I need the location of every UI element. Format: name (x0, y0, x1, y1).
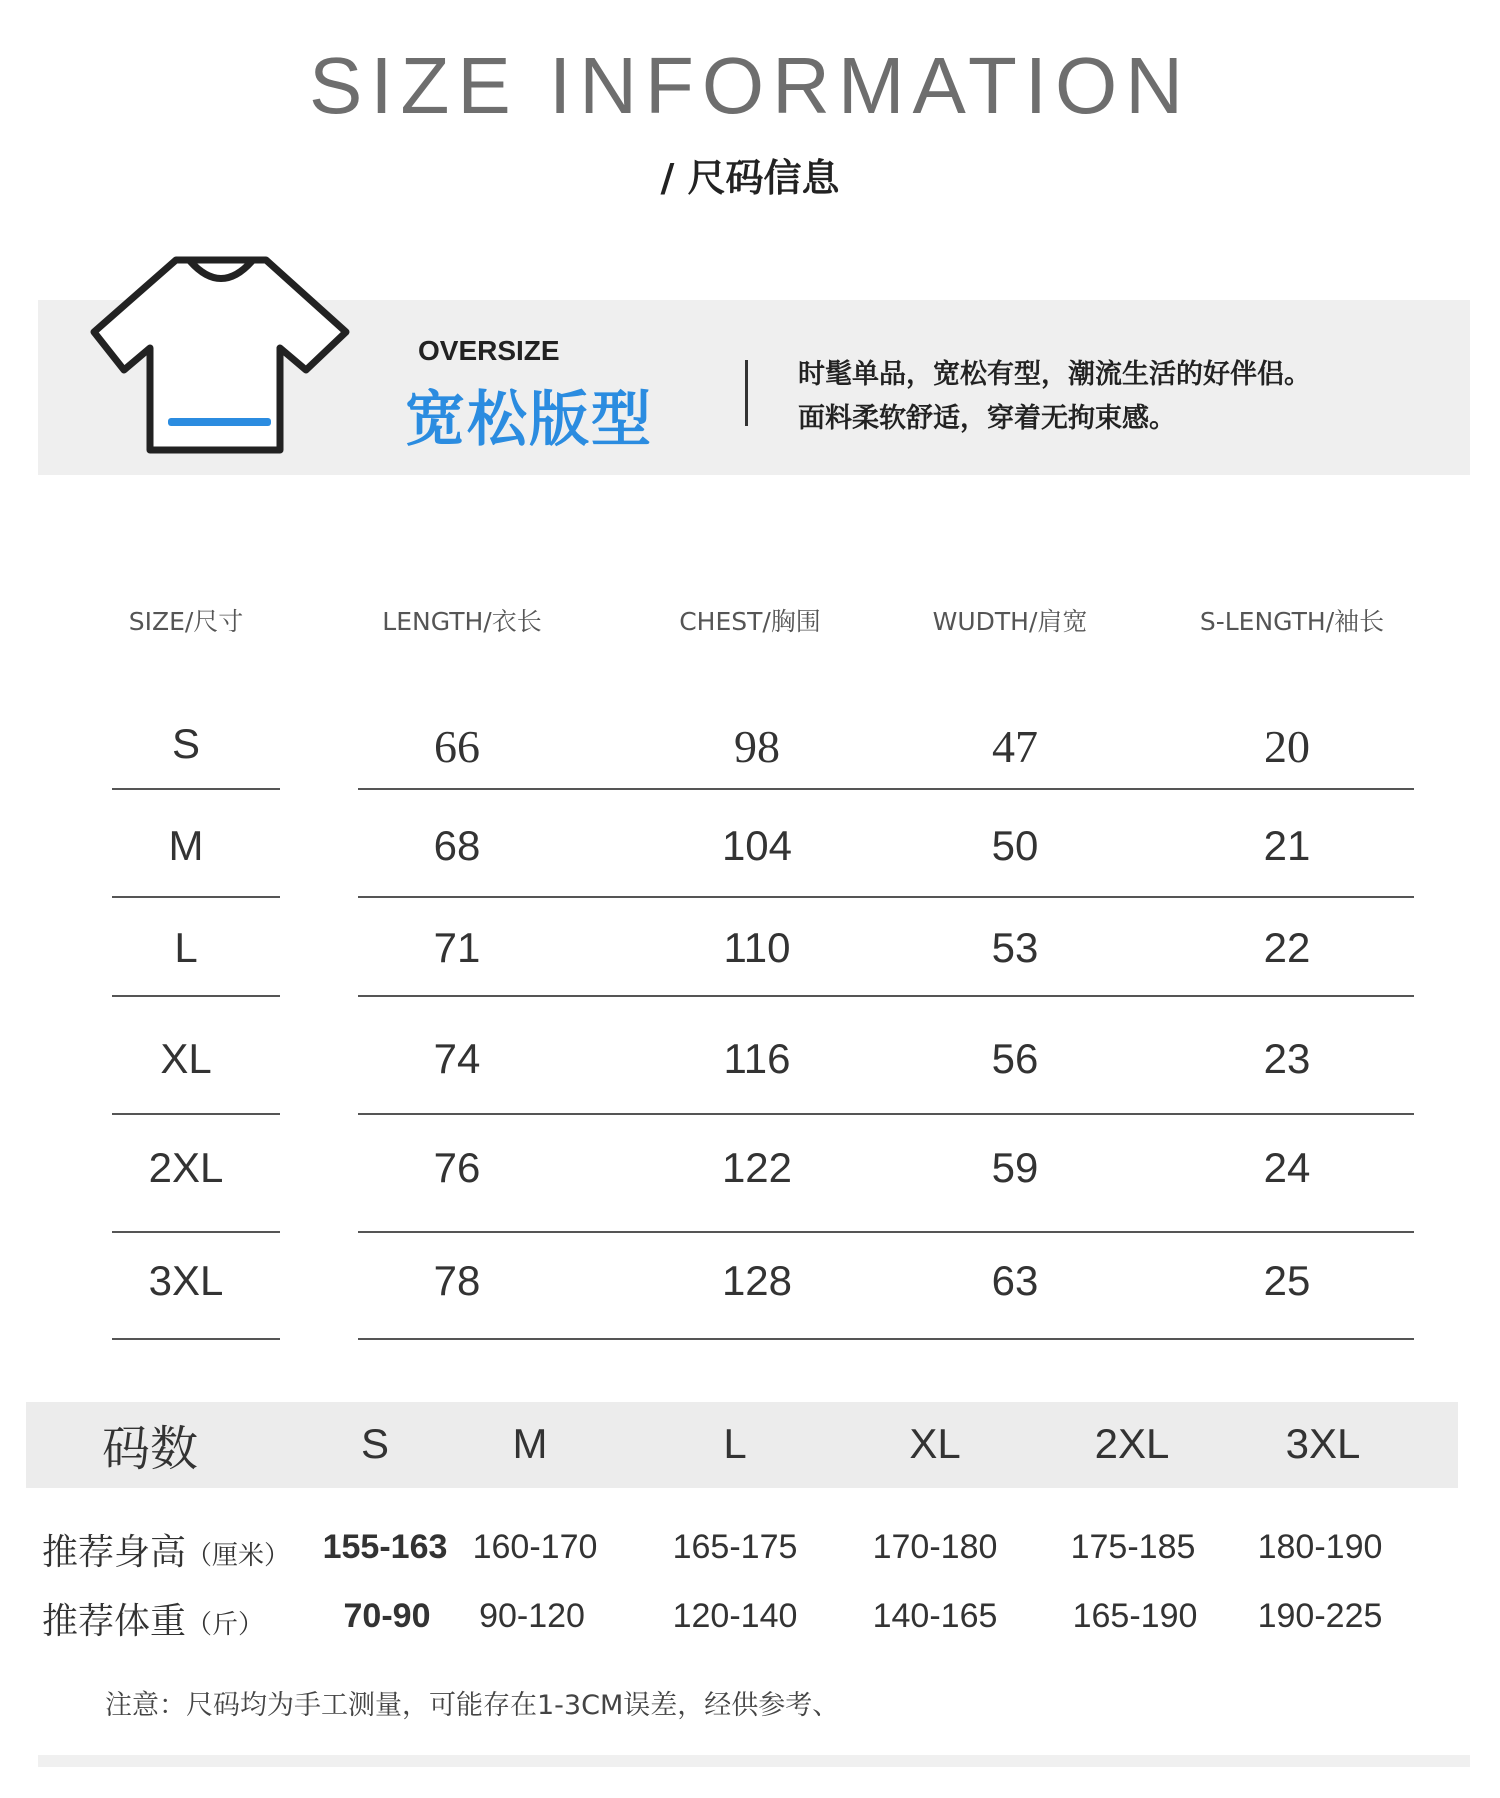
row-m-length: 68 (433, 822, 481, 869)
row-divider (358, 788, 1414, 790)
row-xl-length: 74 (433, 1035, 481, 1082)
row-divider (358, 995, 1414, 997)
row-s-size: S (171, 720, 200, 767)
col-header-width: WUDTH/肩宽 (932, 607, 1088, 636)
row-3xl-sleeve: 25 (1263, 1257, 1311, 1304)
page-subtitle: / 尺码信息 (660, 156, 840, 200)
row-xl-chest: 116 (723, 1035, 791, 1082)
recommend-size-2xl: 2XL (1094, 1420, 1170, 1467)
weight-label (42, 1593, 264, 1644)
weight-xl: 140-165 (872, 1597, 998, 1635)
col-header-sleeve: S-LENGTH/袖长 (1199, 607, 1385, 636)
row-l-width: 53 (991, 924, 1039, 971)
banner-desc-line1: 时髦单品，宽松有型，潮流生活的好伴侣。 (798, 359, 1311, 390)
banner-desc-line2: 面料柔软舒适，穿着无拘束感。 (798, 403, 1176, 434)
height-xl: 170-180 (872, 1528, 998, 1566)
height-l: 165-175 (672, 1528, 798, 1566)
row-divider (112, 1231, 280, 1233)
row-m-size: M (168, 822, 204, 869)
row-3xl-width: 63 (991, 1257, 1039, 1304)
row-m-sleeve: 21 (1263, 822, 1311, 869)
fit-label-cn: 宽松版型 (405, 385, 653, 455)
row-s-width: 47 (992, 721, 1038, 772)
recommend-size-xl: XL (909, 1420, 961, 1467)
recommend-size-l: L (723, 1420, 747, 1467)
fit-label-en: OVERSIZE (418, 335, 560, 366)
col-header-chest: CHEST/胸围 (679, 607, 821, 636)
row-2xl-size: 2XL (148, 1144, 224, 1191)
row-l-sleeve: 22 (1263, 924, 1311, 971)
weight-s: 70-90 (343, 1597, 431, 1635)
col-header-length: LENGTH/衣长 (382, 607, 542, 636)
row-3xl-size: 3XL (148, 1257, 224, 1304)
row-3xl-chest: 128 (721, 1257, 793, 1304)
height-3xl: 180-190 (1257, 1528, 1383, 1566)
height-m: 160-170 (472, 1528, 598, 1566)
height-label-text: 推荐身高 (42, 1532, 187, 1573)
recommend-size-3xl: 3XL (1285, 1420, 1361, 1467)
row-xl-width: 56 (991, 1035, 1039, 1082)
weight-3xl: 190-225 (1257, 1597, 1383, 1635)
weight-2xl: 165-190 (1072, 1597, 1198, 1635)
measurement-note: 注意：尺码均为手工测量，可能存在1-3CM误差，经供参考、 (105, 1690, 840, 1721)
recommend-size-m: M (512, 1420, 548, 1467)
row-divider (358, 1231, 1414, 1233)
row-s-sleeve: 20 (1264, 721, 1310, 772)
row-l-size: L (174, 924, 198, 971)
row-divider (358, 1338, 1414, 1340)
row-divider (358, 896, 1414, 898)
bottom-bar (38, 1755, 1470, 1767)
row-divider (112, 995, 280, 997)
row-2xl-width: 59 (991, 1144, 1039, 1191)
row-2xl-chest: 122 (721, 1144, 793, 1191)
row-xl-sleeve: 23 (1263, 1035, 1311, 1082)
row-xl-size: XL (160, 1035, 212, 1082)
height-unit: （厘米） (186, 1541, 291, 1571)
row-divider (112, 1113, 280, 1115)
height-2xl: 175-185 (1070, 1528, 1196, 1566)
tshirt-icon (88, 252, 358, 467)
row-divider (112, 896, 280, 898)
row-s-length: 66 (434, 721, 480, 772)
row-divider (358, 1113, 1414, 1115)
row-m-width: 50 (991, 822, 1039, 869)
row-3xl-length: 78 (433, 1257, 481, 1304)
row-divider (112, 788, 280, 790)
row-l-length: 71 (433, 924, 481, 971)
banner-divider (745, 360, 748, 426)
row-2xl-length: 76 (433, 1144, 481, 1191)
weight-label-text: 推荐体重 (42, 1601, 187, 1642)
weight-l: 120-140 (672, 1597, 798, 1635)
weight-unit: （斤） (186, 1610, 265, 1640)
recommend-size-label: 码数 (102, 1421, 199, 1477)
row-2xl-sleeve: 24 (1263, 1144, 1311, 1191)
row-l-chest: 110 (723, 924, 791, 971)
weight-m: 90-120 (479, 1597, 585, 1635)
row-m-chest: 104 (721, 822, 793, 869)
row-divider (112, 1338, 280, 1340)
height-s: 155-163 (322, 1528, 448, 1566)
page-title: SIZE INFORMATION (308, 41, 1192, 130)
height-label (42, 1524, 290, 1575)
col-header-size: SIZE/尺寸 (128, 607, 244, 636)
row-s-chest: 98 (734, 721, 780, 772)
recommend-size-s: S (360, 1420, 389, 1467)
